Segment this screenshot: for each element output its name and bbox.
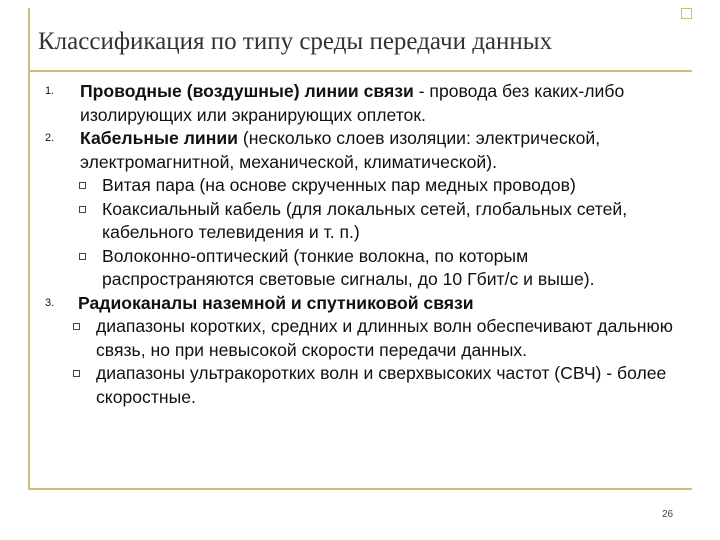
square-bullet-icon <box>79 253 86 260</box>
list-number: 1. <box>45 85 55 97</box>
item-heading: Радиоканалы наземной и спутниковой связи <box>78 292 474 313</box>
list-item-2 <box>40 127 680 174</box>
slide-content <box>40 80 680 409</box>
sub-item <box>40 362 680 409</box>
sub-item <box>40 315 680 362</box>
sub-item-text: Волоконно-оптический (тонкие волокна, по которым распространяются световые сигналы, до 10 Гбит/с и выше). <box>102 245 595 289</box>
item-text: (несколько слоев изоляции: электрической, электромагнитной, механической, климатической). <box>80 128 601 172</box>
list-number: 2. <box>45 132 55 144</box>
corner-square-decoration <box>681 8 692 19</box>
sub-item-text: диапазоны коротких, средних и длинных волн обеспечивают дальнюю связь, но при невысокой скорости передачи данных. <box>96 316 673 360</box>
square-bullet-icon <box>79 206 86 213</box>
square-bullet-icon <box>79 182 86 189</box>
footer-rule <box>28 488 692 490</box>
sub-item-text: диапазоны ультракоротких волн и сверхвысоких частот (СВЧ) - более скоростные. <box>96 363 667 407</box>
item-heading: Проводные (воздушные) линии связи <box>80 81 414 101</box>
item-heading: Кабельные линии <box>80 128 238 148</box>
page-number: 26 <box>662 509 674 520</box>
sub-item-text: Витая пара (на основе скрученных пар медных проводов) <box>102 175 576 195</box>
square-bullet-icon <box>73 323 80 330</box>
left-rule <box>28 8 30 488</box>
slide-title: Классификация по типу среды передачи данных <box>38 28 553 55</box>
sub-item <box>40 198 680 245</box>
list-item-1 <box>40 80 680 127</box>
sub-item <box>40 245 680 292</box>
title-underline <box>28 70 692 72</box>
list-number: 3. <box>45 296 55 309</box>
square-bullet-icon <box>73 370 80 377</box>
sub-item-text: Коаксиальный кабель (для локальных сетей, глобальных сетей, кабельного телевидения и т. п.) <box>102 198 628 242</box>
item-text: - провода без каких-либо изолирующих или экранирующих оплеток. <box>80 81 625 125</box>
list-item-3 <box>40 292 680 316</box>
sub-item <box>40 174 680 198</box>
